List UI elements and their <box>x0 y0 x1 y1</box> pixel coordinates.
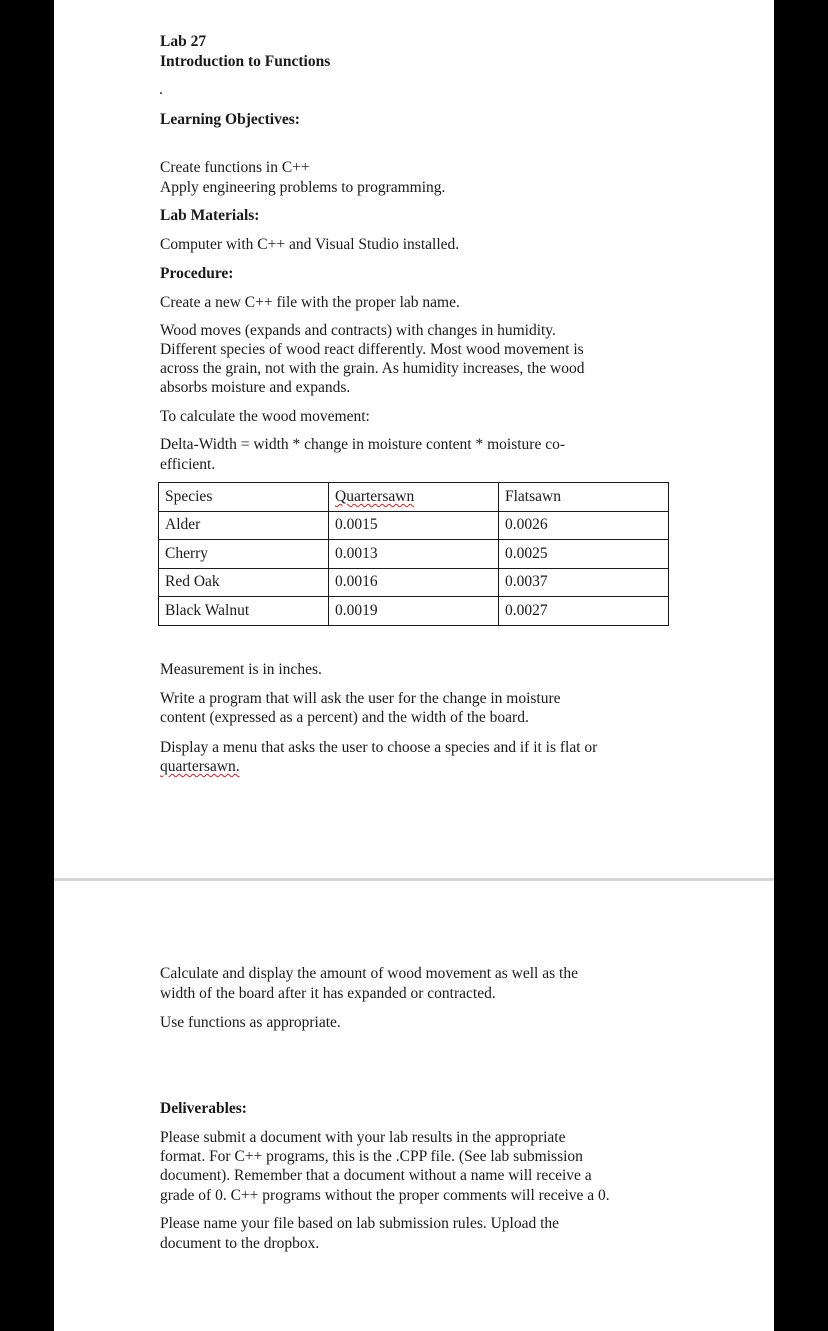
header-quartersawn-text: Quartersawn <box>335 487 415 505</box>
flatsawn-cell: 0.0037 <box>499 568 669 597</box>
quartersawn-cell: 0.0016 <box>329 568 499 597</box>
program-paragraph-line: Write a program that will ask the user for the change in moisture <box>160 690 561 707</box>
calc-paragraph-line: Calculate and display the amount of wood movement as well as the <box>160 965 578 982</box>
procedure-heading: Procedure: <box>160 265 234 282</box>
document-page-2 <box>54 881 774 1331</box>
flatsawn-cell: 0.0026 <box>499 511 669 540</box>
stray-dot: . <box>159 81 163 98</box>
calc-paragraph-line: width of the board after it has expanded or contracted. <box>160 985 496 1002</box>
table-row <box>159 597 669 626</box>
flatsawn-cell: 0.0025 <box>499 540 669 569</box>
deliverables-line: format. For C++ programs, this is the .CPP file. (See lab submission <box>160 1148 583 1165</box>
table-header-row <box>159 483 669 512</box>
species-cell: Cherry <box>159 540 329 569</box>
table-row <box>159 540 669 569</box>
quartersawn-cell: 0.0019 <box>329 597 499 626</box>
table-row <box>159 568 669 597</box>
quartersawn-cell: 0.0015 <box>329 511 499 540</box>
wood-paragraph-line: absorbs moisture and expands. <box>160 379 351 396</box>
document-page-1 <box>54 0 774 878</box>
naming-paragraph-line: Please name your file based on lab submission rules. Upload the <box>160 1215 560 1232</box>
species-cell: Black Walnut <box>159 597 329 626</box>
menu-paragraph-line: Display a menu that asks the user to choose a species and if it is flat or <box>160 739 598 756</box>
functions-note: Use functions as appropriate. <box>160 1014 341 1031</box>
quartersawn-word: quartersawn. <box>160 758 240 775</box>
deliverables-line: Please submit a document with your lab results in the appropriate <box>160 1129 566 1146</box>
lab-number: Lab 27 <box>160 33 207 50</box>
wood-coefficient-table <box>158 482 669 626</box>
objectives-heading: Learning Objectives: <box>160 111 300 128</box>
materials-heading: Lab Materials: <box>160 207 260 224</box>
table-row <box>159 511 669 540</box>
flatsawn-cell: 0.0027 <box>499 597 669 626</box>
calc-intro: To calculate the wood movement: <box>160 408 370 425</box>
materials-text: Computer with C++ and Visual Studio installed. <box>160 236 460 253</box>
wood-paragraph-line: Wood moves (expands and contracts) with changes in humidity. <box>160 322 556 339</box>
formula-line: efficient. <box>160 456 216 473</box>
header-quartersawn <box>329 483 499 512</box>
header-species: Species <box>159 483 329 512</box>
menu-paragraph-line <box>160 757 240 777</box>
naming-paragraph-line: document to the dropbox. <box>160 1235 320 1252</box>
quartersawn-cell: 0.0013 <box>329 540 499 569</box>
measurement-note: Measurement is in inches. <box>160 661 322 678</box>
lab-title: Introduction to Functions <box>160 53 331 70</box>
wood-paragraph-line: Different species of wood react differently. Most wood movement is <box>160 341 584 358</box>
wood-paragraph-line: across the grain, not with the grain. As humidity increases, the wood <box>160 360 585 377</box>
deliverables-line: grade of 0. C++ programs without the proper comments will receive a 0. <box>160 1187 610 1204</box>
species-cell: Red Oak <box>159 568 329 597</box>
deliverables-heading: Deliverables: <box>160 1100 247 1117</box>
procedure-step: Create a new C++ file with the proper lab name. <box>160 294 460 311</box>
deliverables-line: document). Remember that a document without a name will receive a <box>160 1167 592 1184</box>
species-cell: Alder <box>159 511 329 540</box>
program-paragraph-line: content (expressed as a percent) and the width of the board. <box>160 709 529 726</box>
objective-item: Create functions in C++ <box>160 159 310 176</box>
objective-item: Apply engineering problems to programming. <box>160 179 446 196</box>
formula-line: Delta-Width = width * change in moisture content * moisture co- <box>160 436 565 453</box>
header-flatsawn: Flatsawn <box>499 483 669 512</box>
